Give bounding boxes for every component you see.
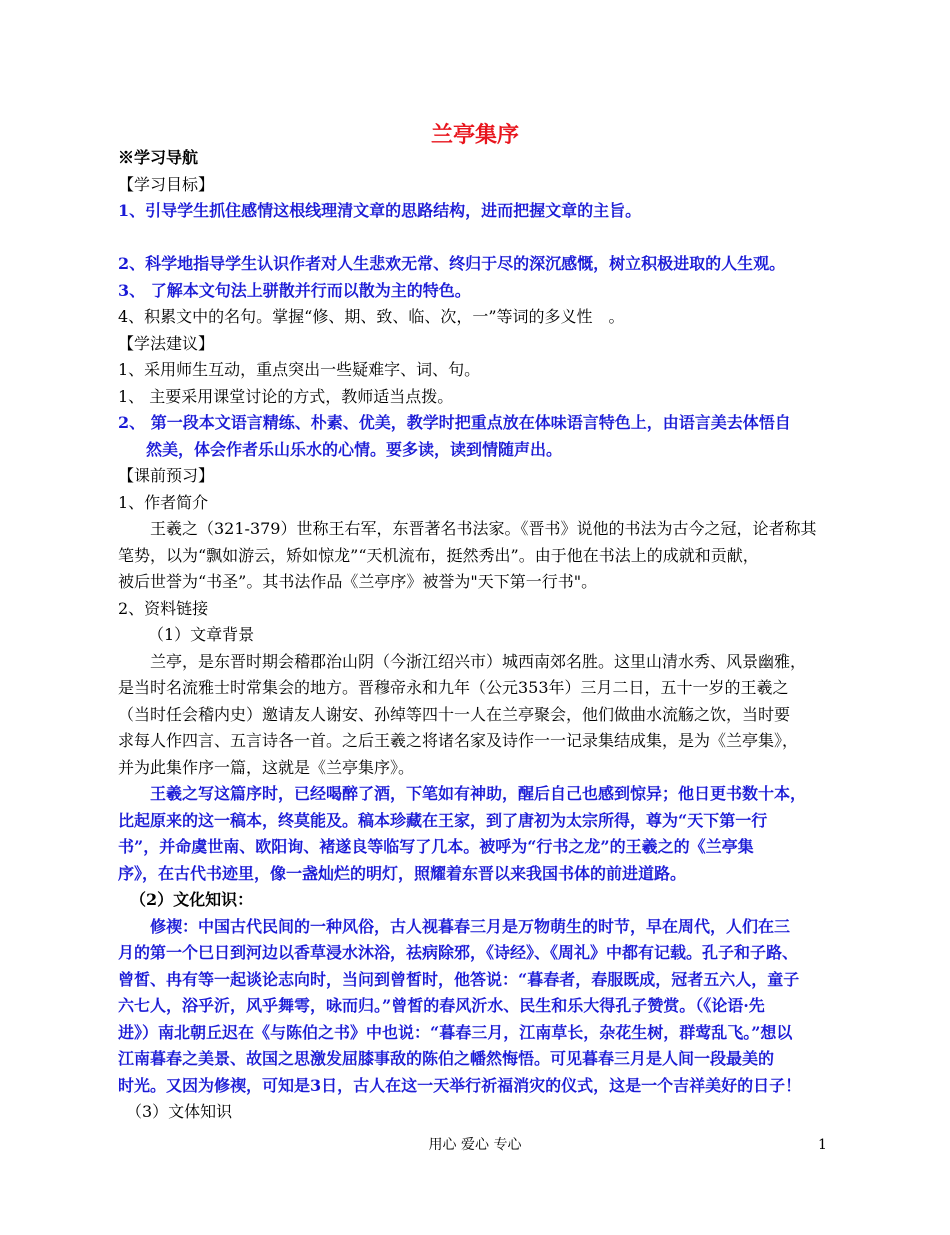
document-body xyxy=(118,145,840,1126)
objective-item-3: 3、 了解本文句法上骈散并行而以散为主的特色。 xyxy=(118,280,471,300)
objective-item-4: 4、积累文中的名句。掌握“修、期、致、临、次，一”等词的多义性 。 xyxy=(118,307,625,326)
culture-text-line-6: 江南暮春之美景、故国之思激发屈膝事敌的陈伯之幡然悔悟。可见暮春三月是人间一段最美的 xyxy=(118,1049,775,1068)
guide-heading: ※学习导航 xyxy=(118,148,199,167)
spacer xyxy=(118,225,840,252)
background-blue-line-4: 序》，在古代书迹里，像一盏灿烂的明灯，照耀着东晋以来我国书体的前进道路。 xyxy=(118,863,687,883)
culture-text-line-2: 月的第一个巳日到河边以香草浸水沐浴，祛病除邪，《诗经》、《周礼》中都有记载。孔子和子路、 xyxy=(118,943,799,962)
background-blue-line-2: 比起原来的这一稿本，终莫能及。稿本珍藏在王家，到了唐初为太宗所得，尊为“天下第一行 xyxy=(118,810,768,830)
background-text-line-3: （当时任会稽内史）邀请友人谢安、孙绰等四十一人在兰亭聚会，他们做曲水流觞之饮，当时要 xyxy=(118,704,791,724)
page-footer: 用心 爱心 专心 xyxy=(428,1137,522,1153)
background-text-line-4: 求每人作四言、五言诗各一首。之后王羲之将诸名家及诗作一一记录集结成集，是为《兰亭集》， xyxy=(118,731,799,750)
background-text-line-5: 并为此集作序一篇，这就是《兰亭集序》。 xyxy=(118,757,415,777)
objective-item-2: 2、科学地指导学生认识作者对人生悲欢无常、终归于尽的深沉感慨，树立积极进取的人生观。 xyxy=(118,254,786,273)
culture-text-line-5: 进》）南北朝丘迟在《与陈伯之书》中也说：“暮春三月，江南草长，杂花生树，群莺乱飞。”想以 xyxy=(118,1022,793,1042)
background-text-line-2: 是当时名流雅士时常集会的地方。晋穆帝永和九年（公元353年）三月二日，五十一岁的王羲之 xyxy=(118,678,789,697)
background-text-line-1: 兰亭，是东晋时期会稽郡治山阴（今浙江绍兴市）城西南郊名胜。这里山清水秀、风景幽雅， xyxy=(150,651,807,671)
background-blue-line-3: 书”，并命虞世南、欧阳询、褚遂良等临写了几本。被呼为“行书之龙”的王羲之的《兰亭集 xyxy=(118,837,754,856)
page-title: 兰亭集序 xyxy=(430,122,519,148)
background-heading: （1）文章背景 xyxy=(148,625,255,644)
method-item-3-cont: 然美，体会作者乐山乐水的心情。要多读，读到情随声出。 xyxy=(146,439,563,459)
author-text-line-3: 被后世誉为“书圣”。其书法作品《兰亭序》被誉为"天下第一行书"。 xyxy=(118,572,598,591)
culture-text-line-7: 时光。又因为修禊，可知是3日，古人在这一天举行祈福消灾的仪式，这是一个吉祥美好的日子！ xyxy=(118,1075,802,1095)
culture-text-line-3: 曾皙、冉有等一起谈论志向时，当问到曾皙时，他答说：“暮春者，春服既成，冠者五六人，童子 xyxy=(118,969,800,989)
method-item-2: 1、 主要采用课堂讨论的方式，教师适当点拨。 xyxy=(118,386,454,406)
objective-item-1: 1、引导学生抓住感情这根线理清文章的思路结构，进而把握文章的主旨。 xyxy=(118,201,642,220)
author-text-line-1: 王羲之（321-379）世称王右军，东晋著名书法家。《晋书》说他的书法为古今之冠，论者称其 xyxy=(150,519,817,538)
objectives-heading: 【学习目标】 xyxy=(118,174,215,194)
preview-heading: 【课前预习】 xyxy=(118,466,215,485)
author-heading: 1、作者简介 xyxy=(118,492,209,512)
page-number: 1 xyxy=(818,1137,827,1153)
method-item-1: 1、采用师生互动，重点突出一些疑难字、词、句。 xyxy=(118,360,481,379)
method-item-3: 2、 第一段本文语言精练、朴素、优美，教学时把重点放在体味语言特色上，由语言美去体悟自 xyxy=(118,413,791,432)
genre-heading: （3）文体知识 xyxy=(126,1102,233,1121)
culture-text-line-4: 六七人，浴乎沂，风乎舞雩，咏而归。”曾皙的春风沂水、民生和乐大得孔子赞赏。（《论语·先 xyxy=(118,996,765,1015)
methods-heading: 【学法建议】 xyxy=(118,333,215,353)
culture-heading: （2）文化知识： xyxy=(130,890,254,909)
background-blue-line-1: 王羲之写这篇序时，已经喝醉了酒，下笔如有神助，醒后自己也感到惊异；他日更书数十本， xyxy=(150,784,807,803)
culture-text-line-1: 修禊：中国古代民间的一种风俗，古人视暮春三月是万物萌生的时节，早在周代，人们在三 xyxy=(150,916,791,936)
links-heading: 2、资料链接 xyxy=(118,598,209,618)
author-text-line-2: 笔势，以为“飘如游云，矫如惊龙”“天机流布，挺然秀出”。由于他在书法上的成就和贡献， xyxy=(118,545,759,565)
